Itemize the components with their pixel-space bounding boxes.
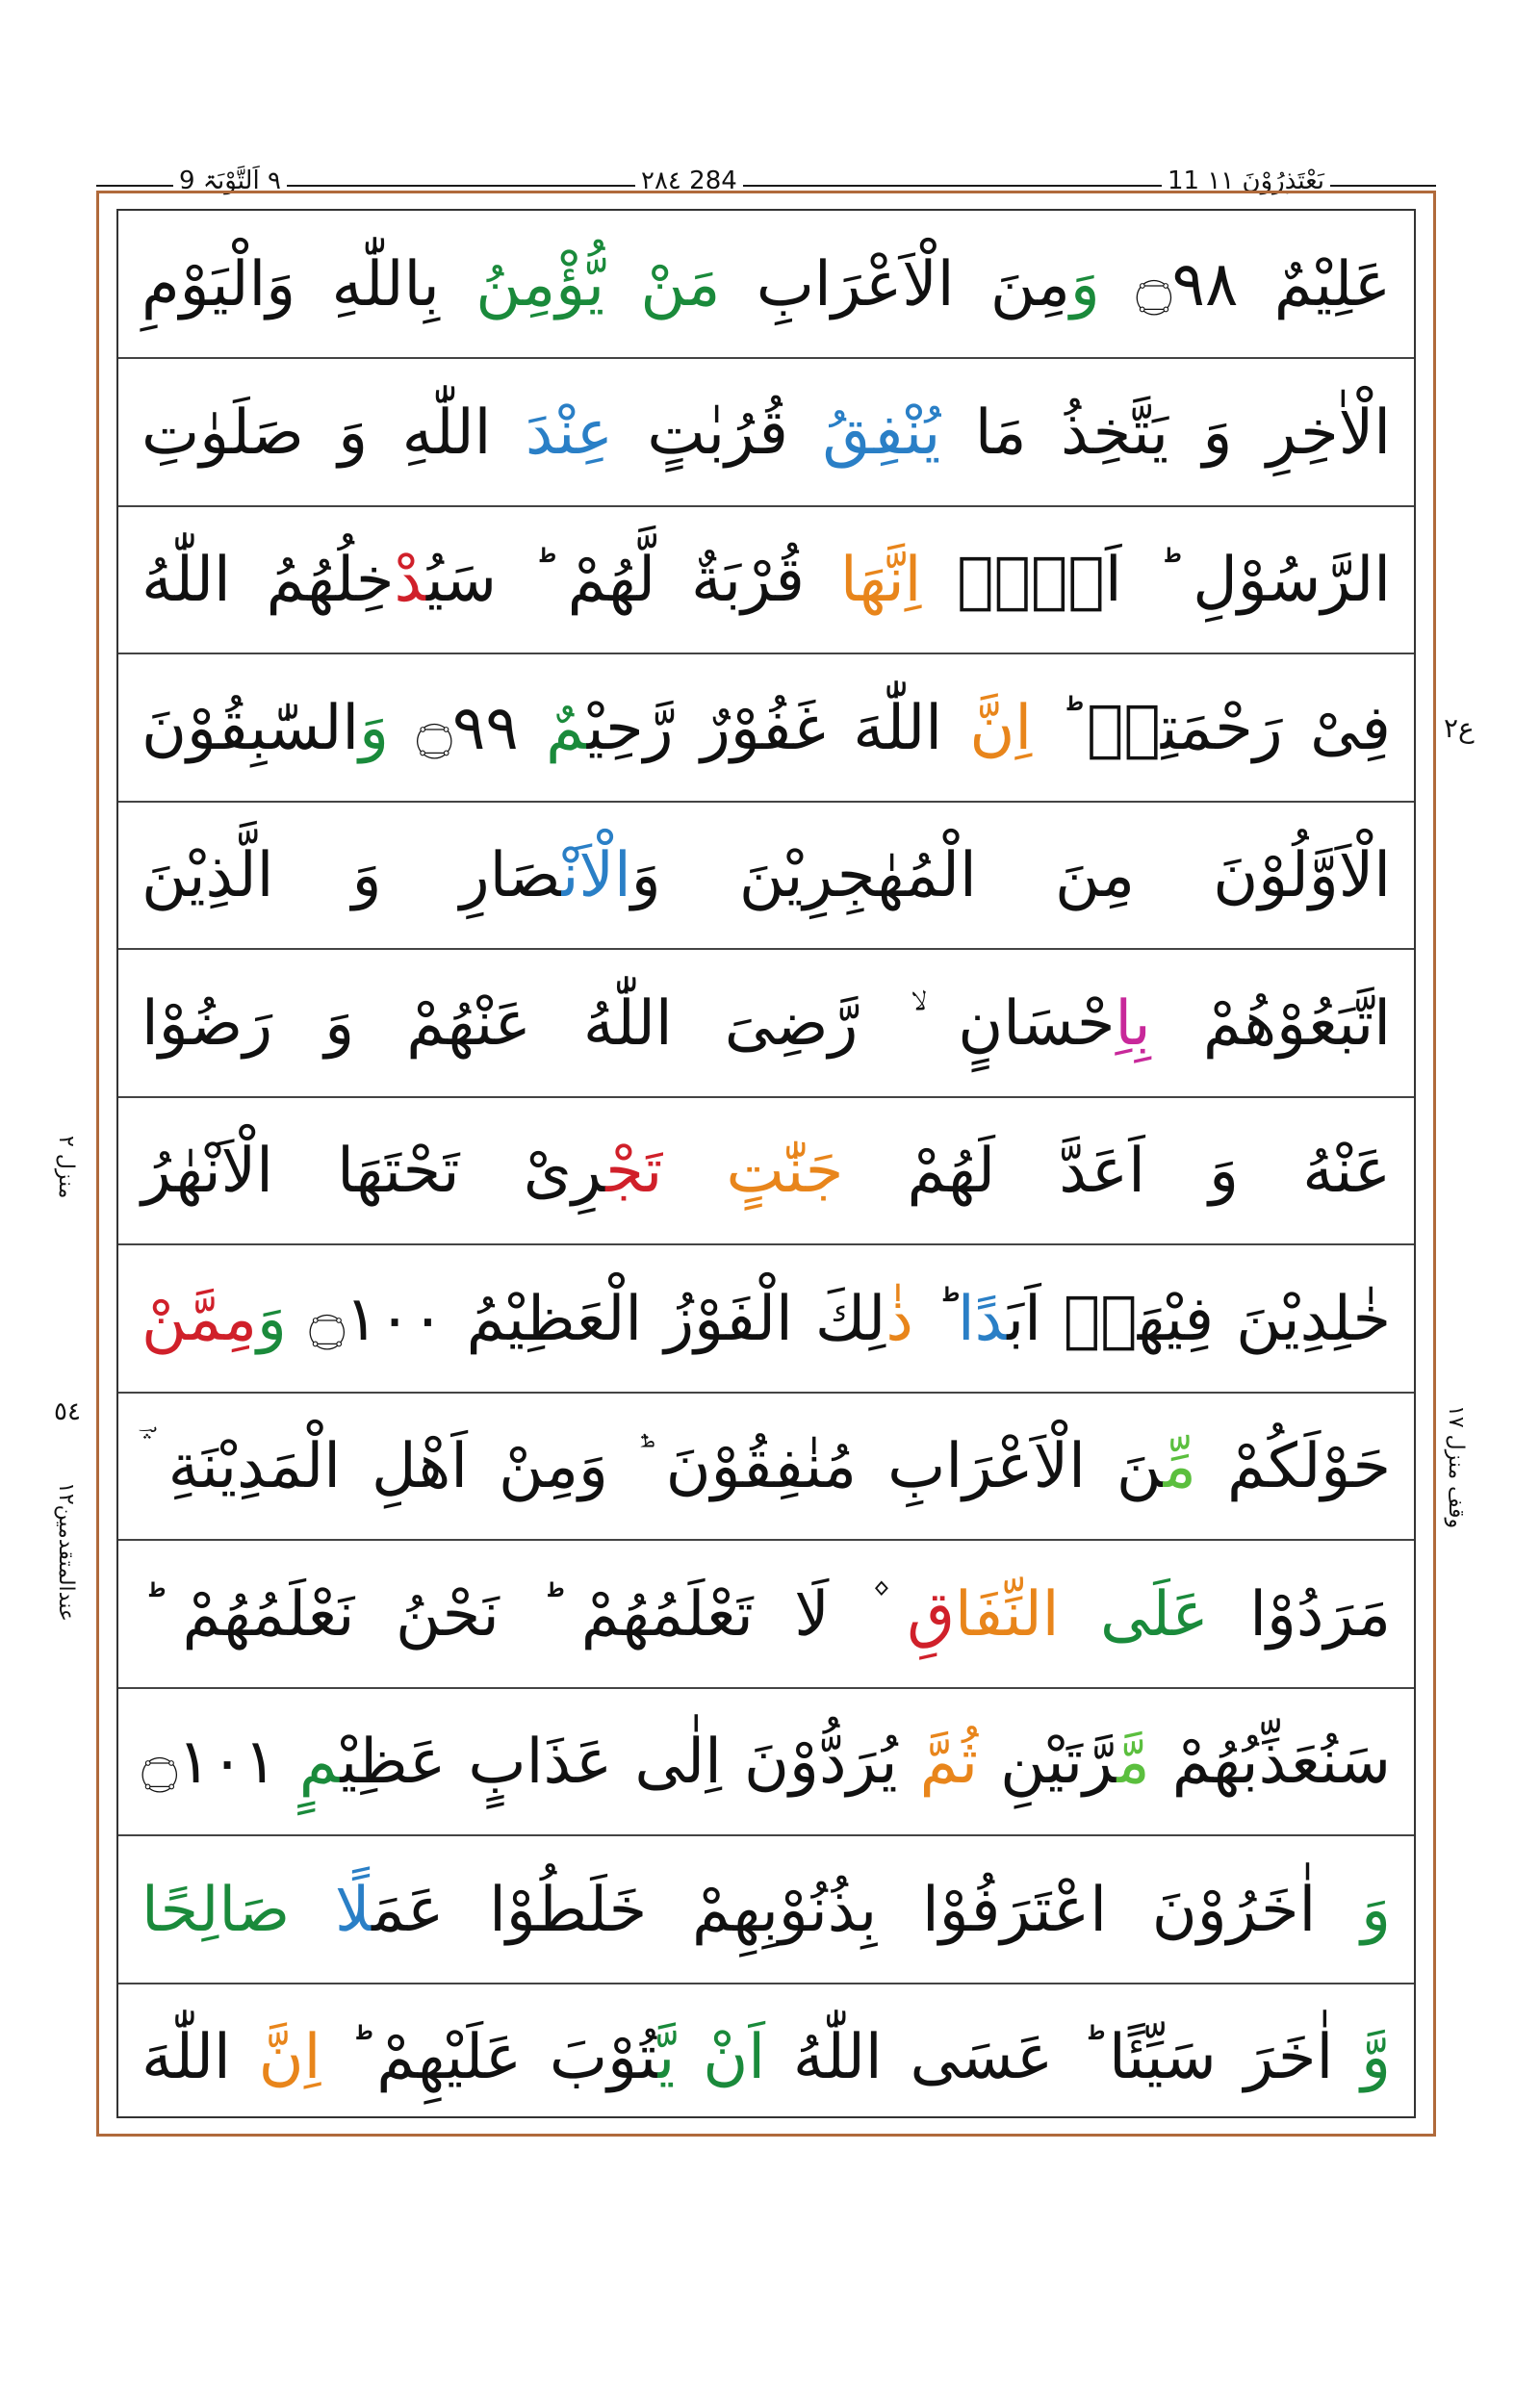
juz-name: 11 یَعْتَذِرُوْنَ ١١ bbox=[1162, 162, 1330, 200]
word-segment: عَلَى bbox=[1100, 1578, 1209, 1651]
line-text bbox=[141, 1245, 1391, 1394]
word-segment: عِنْدَ bbox=[525, 397, 613, 469]
line-text bbox=[141, 802, 1391, 950]
word-segment: مَنْ یُّؤْمِنُ bbox=[475, 249, 721, 320]
quran-line-9 bbox=[118, 1393, 1414, 1541]
word-segment: ثُمَّ bbox=[919, 1727, 979, 1798]
quran-line-1 bbox=[118, 211, 1414, 359]
word-segment: خِلُهُمُ اللّٰهُ bbox=[141, 545, 395, 616]
word-segment: یُرَدُّوْنَ اِلٰى عَذَابٍ عَظِیْ bbox=[340, 1727, 920, 1798]
word-segment: مِّ bbox=[1163, 1431, 1196, 1502]
word-segment: دْ bbox=[394, 545, 427, 616]
word-segment: دًا bbox=[957, 1283, 1008, 1355]
word-segment: ۝٩٩ bbox=[389, 692, 547, 764]
word-segment: رَّتَیْنِ bbox=[978, 1727, 1117, 1798]
word-segment: وَ bbox=[1361, 1874, 1391, 1946]
margin-note: عندالمتقدمين١٢ bbox=[54, 1482, 78, 1622]
line-text bbox=[141, 506, 1391, 654]
word-segment: اٰخَرُوْنَ اعْتَرَفُوْا بِذُنُوْبِهِمْ خَلَطُوْا عَمَ bbox=[372, 1874, 1362, 1946]
word-segment: اِنَّ bbox=[969, 692, 1033, 764]
word-segment: وَّ bbox=[1361, 2022, 1392, 2093]
word-segment: مٌ bbox=[546, 692, 587, 764]
word-segment: اٰخَرَ سَیِّئًا ؕ عَسَى اللّٰهُ bbox=[765, 2022, 1362, 2093]
manzil-marker: منزل ٢ bbox=[54, 1136, 78, 1199]
word-segment: اتَّبَعُوْهُمْ bbox=[1150, 987, 1392, 1060]
word-segment: الرَّسُوْلِ ؕ اَلَاۤ bbox=[921, 545, 1392, 616]
word-segment: یُنْفِقُ bbox=[822, 397, 941, 469]
word-segment: النِّفَا bbox=[955, 1578, 1060, 1651]
word-segment: عَنْهُ وَ اَعَدَّ لَهُمْ bbox=[843, 1136, 1391, 1207]
quran-line-10 bbox=[118, 1541, 1414, 1689]
word-segment: اَنْ یَّ bbox=[657, 2022, 765, 2093]
word-segment: لًا bbox=[334, 1874, 372, 1946]
word-segment: صَارِ وَ الَّذِیْنَ bbox=[141, 840, 562, 911]
line-text bbox=[141, 1097, 1391, 1245]
word-segment: قُرْبَةٌ لَّهُمْ ؕ سَیُ bbox=[426, 545, 840, 616]
word-segment: لِكَ الْفَوْزُ الْعَظِیْمُ ۝١٠٠ bbox=[286, 1283, 886, 1355]
word-segment: اِنَّهَا bbox=[839, 545, 922, 616]
word-segment: فِیْ رَحْمَتِهٖ ؕ bbox=[1032, 692, 1392, 764]
quran-line-7 bbox=[118, 1097, 1414, 1245]
word-segment: ؕ bbox=[912, 1283, 958, 1355]
quran-line-12 bbox=[118, 1836, 1414, 1984]
word-segment: قُرُبٰتٍ bbox=[612, 397, 823, 469]
line-text bbox=[141, 1541, 1391, 1689]
word-segment: وَ bbox=[1069, 249, 1100, 320]
quran-line-13 bbox=[118, 1984, 1414, 2132]
text-lines bbox=[116, 209, 1416, 2118]
word-segment: تُوْبَ عَلَیْهِمْ ؕ bbox=[321, 2022, 658, 2093]
word-segment: سَنُعَذِّبُهُمْ bbox=[1149, 1727, 1391, 1798]
word-segment: بِاللّٰهِ وَالْیَوْمِ bbox=[141, 249, 476, 320]
quran-line-2 bbox=[118, 359, 1414, 507]
word-segment: نَ الْاَعْرَابِ مُنٰفِقُوْنَ ؕۛ وَمِنْ اَهْلِ الْمَدِیْنَةِ ۛؔ bbox=[141, 1431, 1164, 1502]
line-text bbox=[141, 359, 1391, 507]
word-segment bbox=[662, 1136, 726, 1207]
quran-line-4 bbox=[118, 654, 1414, 803]
word-segment: خٰلِدِیْنَ فِیْهَاۤ اَبَ bbox=[1007, 1283, 1392, 1355]
quran-line-3 bbox=[118, 506, 1414, 654]
word-segment: اللّٰهَ غَفُوْرٌ رَّحِیْ bbox=[586, 692, 970, 764]
word-segment: عَلِیْمٌ bbox=[1273, 249, 1392, 320]
word-segment: تَجْ bbox=[605, 1136, 663, 1207]
word-segment: ذٰ bbox=[886, 1283, 913, 1355]
waqf-marker: وقف منزل ١٧ bbox=[1444, 1405, 1468, 1529]
line-text bbox=[141, 654, 1391, 803]
word-segment: مٍ bbox=[298, 1727, 341, 1798]
page-frame bbox=[96, 191, 1436, 2137]
word-segment: ۝٩٨ bbox=[1099, 249, 1274, 320]
word-segment: ۝١٠١ bbox=[141, 1727, 299, 1798]
word-segment: السّٰبِقُوْنَ bbox=[141, 692, 360, 764]
word-segment: بِاِ bbox=[1115, 987, 1151, 1060]
page-number: ٢٨٤ 284 bbox=[635, 162, 743, 200]
word-segment: وَ bbox=[359, 692, 390, 764]
word-segment bbox=[1060, 1579, 1101, 1651]
line-text bbox=[141, 950, 1391, 1098]
line-text bbox=[141, 1984, 1391, 2132]
quran-line-5 bbox=[118, 802, 1414, 950]
word-segment: جَنّٰتٍ bbox=[726, 1136, 844, 1207]
surah-name: ٩ اَلتَّوْبَۃ 9 bbox=[173, 162, 287, 200]
word-segment: حْسَانٍ ۙ رَّضِیَ اللّٰهُ عَنْهُمْ وَ رَضُوْا bbox=[141, 987, 1116, 1060]
word-segment: مَّ bbox=[1116, 1727, 1150, 1798]
word-segment: اِنَّ bbox=[258, 2022, 321, 2093]
quran-line-11 bbox=[118, 1688, 1414, 1836]
ain-marker: ع۲ bbox=[1444, 712, 1475, 744]
word-segment: رِیْ تَحْتَهَا الْاَنْهٰرُ bbox=[141, 1136, 606, 1207]
word-segment: الْاٰخِرِ وَ یَتَّخِذُ مَا bbox=[940, 397, 1392, 469]
word-segment: الْاَوَّلُوْنَ مِنَ الْمُهٰجِرِیْنَ وَ bbox=[630, 840, 1391, 911]
word-segment: وَ bbox=[257, 1283, 287, 1355]
line-text bbox=[141, 1688, 1391, 1836]
word-segment: حَوْلَكُمْ bbox=[1195, 1431, 1392, 1502]
word-segment: مِمَّنْ bbox=[141, 1283, 257, 1355]
quran-line-6 bbox=[118, 950, 1414, 1098]
quran-line-8 bbox=[118, 1245, 1414, 1394]
word-segment: ۫ لَا تَعْلَمُهُمْ ؕ نَحْنُ نَعْلَمُهُمْ ؕ bbox=[141, 1578, 908, 1651]
word-segment: مَرَدُوْا bbox=[1208, 1578, 1392, 1651]
word-segment: قِ bbox=[907, 1578, 956, 1651]
line-text bbox=[141, 211, 1391, 359]
line-text bbox=[141, 1393, 1391, 1541]
word-segment: مِنَ الْاَعْرَابِ bbox=[720, 249, 1070, 320]
word-segment: اللّٰهَ bbox=[141, 2022, 259, 2093]
word-segment: اللّٰهِ وَ صَلَوٰتِ bbox=[141, 397, 526, 469]
word-segment: الْاَنْ bbox=[561, 840, 631, 911]
word-segment: صَالِحًا bbox=[141, 1874, 335, 1946]
line-text bbox=[141, 1836, 1391, 1984]
ruku-marker: ٥٤ bbox=[54, 1397, 81, 1426]
